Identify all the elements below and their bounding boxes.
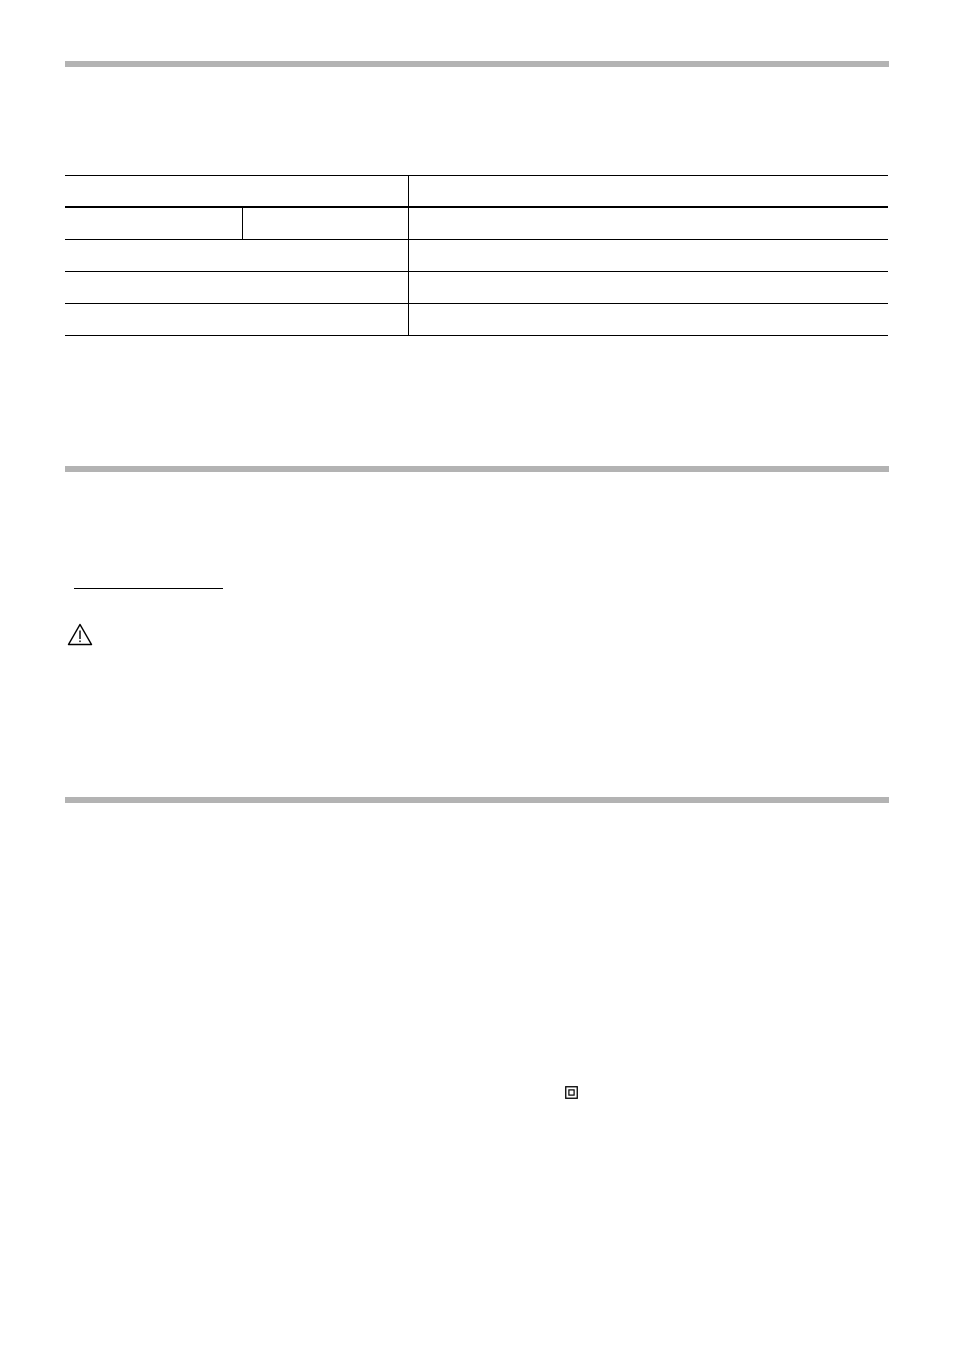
double-insulation-icon — [565, 1086, 578, 1099]
subheading-underline — [74, 588, 223, 589]
table-bottom-border — [65, 335, 888, 336]
table-row-border — [65, 239, 888, 240]
table-subcolumn-divider — [242, 207, 243, 239]
table-column-divider — [408, 175, 409, 336]
table-header-separator — [65, 206, 888, 208]
table-row-border — [65, 271, 888, 272]
section-divider-bottom — [65, 797, 889, 803]
table-top-border — [65, 175, 888, 176]
section-divider-middle — [65, 466, 889, 472]
section-divider-top — [65, 61, 889, 67]
warning-triangle-icon — [67, 623, 93, 646]
table-row-border — [65, 303, 888, 304]
specifications-table — [65, 175, 888, 336]
